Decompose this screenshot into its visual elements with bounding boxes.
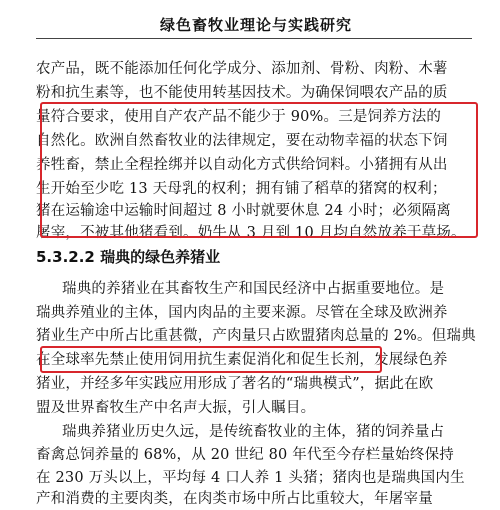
page-header bbox=[0, 0, 500, 40]
section-heading: 5.3.2.2 瑞典的绿色养猪业 bbox=[36, 248, 221, 266]
running-title: 绿色畜牧业理论与实践研究 bbox=[159, 16, 352, 34]
text-line: 在全球率先禁止使用饲用抗生素促消化和促生长剂，发展绿色养 bbox=[36, 352, 448, 368]
text-line: 瑞典养猪业历史久远，是传统畜牧业的主体，猪的饲养量占 bbox=[62, 424, 445, 440]
text-line: 农产品，既不能添加任何化学成分、添加剂、骨粉、肉粉、木薯 bbox=[36, 61, 448, 77]
text-line: 粉和抗生素等，也不能使用转基因技术。为确保饲喂农产品的质 bbox=[36, 85, 448, 101]
highlight-box-large bbox=[40, 102, 478, 238]
text-line: 瑞典养殖业的主体，国内肉品的主要来源。尽管在全球及欧洲养 bbox=[36, 305, 448, 321]
text-line: 猪业生产中所占比重甚微，产肉量只占欧盟猪肉总量的 2%。但瑞典 bbox=[36, 328, 476, 344]
text-line: 自然化。欧洲自然畜牧业的法律规定，要在动物幸福的状态下饲 bbox=[36, 133, 448, 149]
text-line: 猪业，并经多年实践应用形成了著名的“瑞典模式”，据此在欧 bbox=[36, 376, 434, 392]
text-line: 生开始至少吃 13 天母乳的权利；拥有铺了稻草的猪窝的权利； bbox=[36, 181, 447, 197]
text-line: 量符合要求，使用自产农产品不能少于 90%。三是饲养方法的 bbox=[36, 109, 442, 125]
text-line: 在 230 万头以上，平均每 4 口人养 1 头猪；猪肉也是瑞典国内生 bbox=[36, 470, 465, 486]
text-line: 产和消费的主要肉类，在肉类市场中所占比重较大，年屠宰量 bbox=[36, 491, 433, 507]
highlight-box-small bbox=[40, 346, 382, 373]
text-line: 畜禽总饲养量的 68%，从 20 世纪 80 年代至今存栏量始终保持 bbox=[36, 447, 454, 463]
header-rule bbox=[36, 38, 472, 39]
text-line: 屠宰，不被其他猪看到。奶牛从 3 月到 10 月均自然放养于草场。 bbox=[36, 225, 466, 241]
text-line: 瑞典的养猪业在其畜牧生产和国民经济中占据重要地位。是 bbox=[62, 281, 445, 297]
text-line: 猪在运输途中运输时间超过 8 小时就要休息 24 小时；必须隔离 bbox=[36, 203, 452, 219]
text-line: 养牲畜，禁止全程拴绑并以自动化方式供给饲料。小猪拥有从出 bbox=[36, 157, 448, 173]
text-line: 盟及世界畜牧生产中名声大振，引人瞩目。 bbox=[36, 400, 316, 416]
